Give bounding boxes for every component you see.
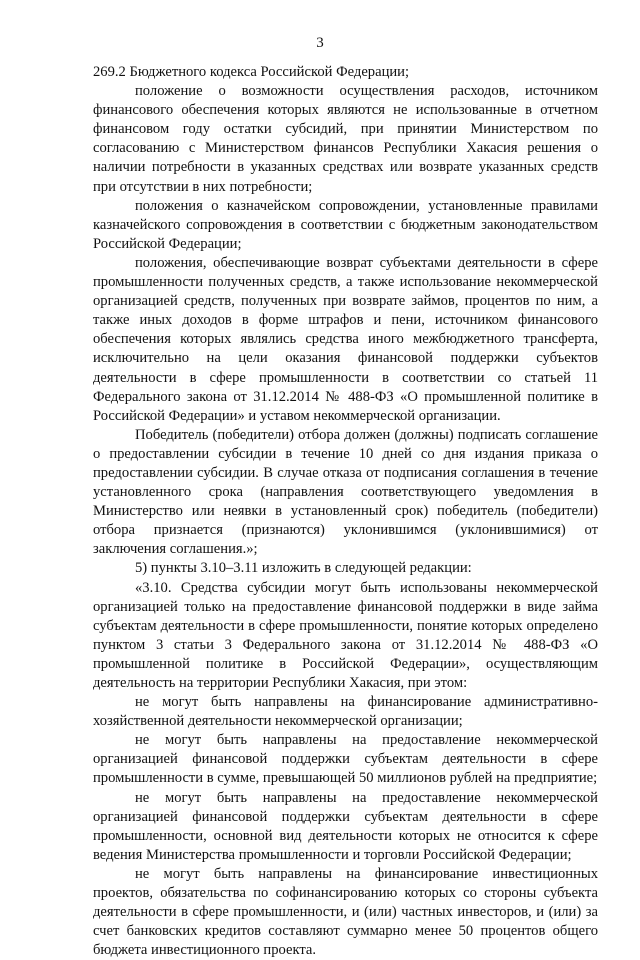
paragraph-4: положения, обеспечивающие возврат субъектами деятельности в сфере промышленности полученных средств, а также использование некоммерческой организацией средств, полученных при возврате займов, процентов по ним, а также иных доходов в форме штрафов и пени, источником финансового обеспечения которых являлись средства иного межбюджетного трансферта, исключительно на цели оказания финансовой поддержки субъектов деятельности в сфере промышленности в соответствии со статьей 11 Федерального закона от 31.12.2014 № 488-ФЗ «О промышленной политике в Российской Федерации» и уставом некоммерческой организации. [93,254,598,424]
paragraph-7: «3.10. Средства субсидии могут быть использованы некоммерческой организацией только на предоставление финансовой поддержки в виде займа субъектам деятельности в сфере промышленности, понятие которых определено пунктом 3 статьи 3 Федерального закона от 31.12.2014 № 488-ФЗ «О промышленной политике в Российской Федерации», осуществляющим деятельность на территории Республики Хакасия, при этом: [93,579,598,691]
paragraph-8: не могут быть направлены на финансирование административно-хозяйственной деятельности некоммерческой организации; [93,694,598,730]
paragraph-10: не могут быть направлены на предоставление некоммерческой организацией финансовой поддержки субъектам деятельности в сфере промышленности, основной вид деятельности которых не относится к сфере ведения Министерства промышленности и торговли Российской Федерации; [93,789,598,863]
paragraph-2: положение о возможности осуществления расходов, источником финансового обеспечения которых являются не использованные в отчетном финансовом году остатки субсидий, при принятии Министерством по согласованию с Министерством финансов Республики Хакасия решения о наличии потребности в указанных средствах или возврате указанных средств при отсутствии в них потребности; [93,83,598,195]
paragraph-3: положения о казначейском сопровождении, установленные правилами казначейского сопровождения в соответствии с бюджетным законодательством Российской Федерации; [93,197,598,252]
paragraph-5: Победитель (победители) отбора должен (должны) подписать соглашение о предоставлении субсидии в течение 10 дней со дня издания приказа о предоставлении субсидии. В случае отказа от подписания соглашения в течение установленного срока (направления соответствующего уведомления в Министерство или неявки в установленный срок) победитель (победители) отбора признается (признаются) уклонившимся (уклонившимися) от заключения соглашения.»; [93,426,598,558]
paragraph-1: 269.2 Бюджетного кодекса Российской Федерации; [93,64,410,80]
page-number: 3 [316,35,324,51]
document-body [93,63,598,960]
paragraph-6: 5) пункты 3.10–3.11 изложить в следующей редакции: [135,560,472,577]
paragraph-11: не могут быть направлены на финансирование инвестиционных проектов, обязательства по софинансированию которых со стороны субъекта деятельности в сфере промышленности, и (или) частных инвесторов, и (или) за счет банковских кредитов составляют суммарно менее 50 процентов общего бюджета инвестиционного проекта. [93,865,598,959]
paragraph-9: не могут быть направлены на предоставление некоммерческой организацией финансовой поддержки субъектам деятельности в сфере промышленности в сумме, превышающей 50 миллионов рублей на предприятие; [93,732,598,787]
